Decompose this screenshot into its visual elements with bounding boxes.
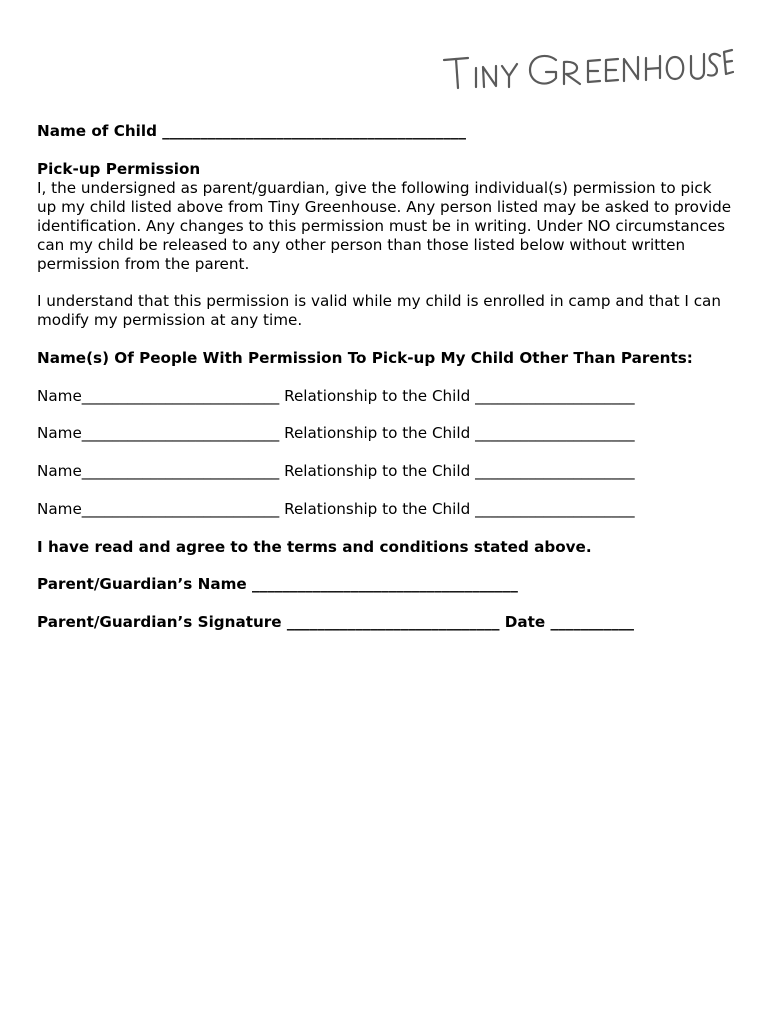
guardian-signature-date-field[interactable]: Parent/Guardian’s Signature ____________________________ Date ___________	[37, 613, 635, 631]
permission-row[interactable]: Name__________________________ Relationship to the Child _____________________	[37, 387, 635, 405]
permission-row[interactable]: Name__________________________ Relationship to the Child _____________________	[37, 424, 635, 442]
agree-statement: I have read and agree to the terms and conditions stated above.	[37, 538, 592, 556]
tiny-greenhouse-logo	[442, 44, 734, 94]
pickup-permission-paragraph: I, the undersigned as parent/guardian, give the following individual(s) permission to pick up my child listed above from Tiny Greenhouse. Any person listed may be asked to provide identification. Any changes to this permission must be in writing. Under NO circumstances can my child be released to any other person than those listed below without written permission from the parent.	[37, 179, 732, 273]
name-of-child-field[interactable]: Name of Child ________________________________________	[37, 122, 466, 140]
permission-row[interactable]: Name__________________________ Relationship to the Child _____________________	[37, 462, 635, 480]
permission-names-heading: Name(s) Of People With Permission To Pick-up My Child Other Than Parents:	[37, 349, 693, 367]
guardian-name-field[interactable]: Parent/Guardian’s Name ___________________________________	[37, 575, 518, 593]
understand-paragraph: I understand that this permission is valid while my child is enrolled in camp and that I can modify my permission at any time.	[37, 292, 721, 329]
pickup-permission-heading: Pick-up Permission	[37, 160, 201, 178]
permission-row[interactable]: Name__________________________ Relationship to the Child _____________________	[37, 500, 635, 518]
